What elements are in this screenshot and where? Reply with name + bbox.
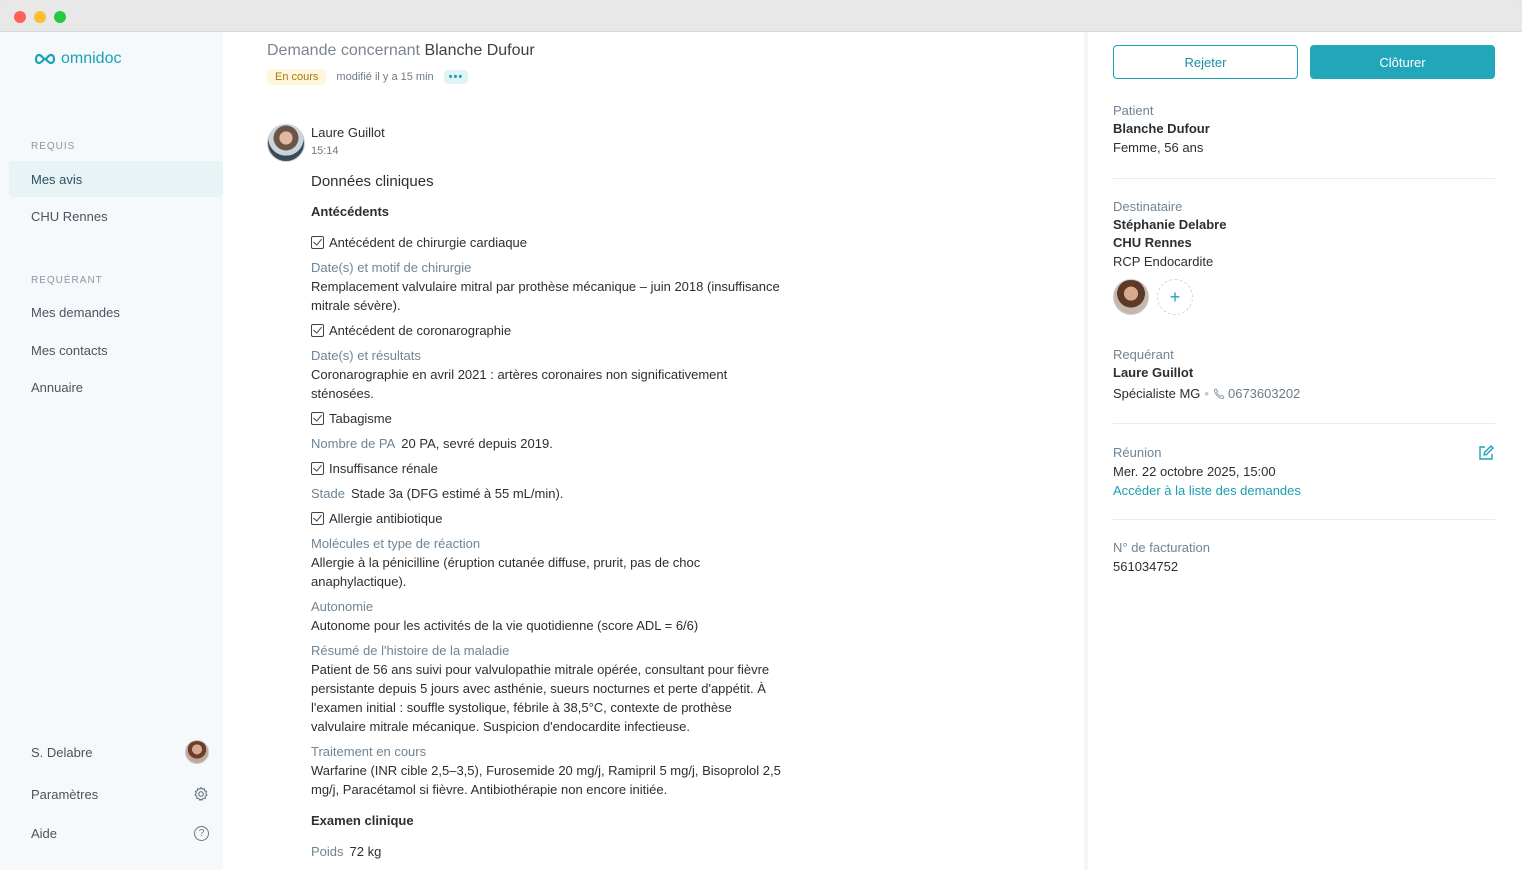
patient-details: Femme, 56 ans [1113, 140, 1204, 155]
status-badge: En cours [267, 69, 326, 85]
minimize-window-button[interactable] [34, 11, 46, 23]
billing-number: 561034752 [1113, 559, 1179, 574]
section-heading: Données cliniques [311, 173, 434, 190]
field-value: Remplacement valvulaire mitral par prothèse mécanique – juin 2018 (insuffisance mitrale sévère). [311, 279, 780, 313]
checkbox-label: Allergie antibiotique [329, 511, 443, 526]
user-avatar [185, 740, 209, 764]
meeting-label: Réunion [1113, 445, 1162, 460]
sidebar-item-chu-rennes[interactable] [9, 198, 223, 234]
checkbox-coronarographie [311, 321, 781, 340]
requester-name: Laure Guillot [1113, 365, 1194, 380]
field-value: 20 PA, sevré depuis 2019. [401, 436, 553, 451]
field-value: Patient de 56 ans suivi pour valvulopathie mitrale opérée, consultant pour fièvre persistante depuis 5 jours avec asthénie, sueurs nocturnes et perte d'appétit. À l'examen initial : souffle systolique, fébrile à 38,5°C, contexte de prothèse valvulaire mitrale mécanique. Suspicion d'endocardite infectieuse. [311, 662, 770, 734]
user-name: S. Delabre [31, 744, 93, 760]
checkbox-label: Insuffisance rénale [329, 461, 438, 476]
edit-icon[interactable] [1477, 444, 1495, 462]
sidebar-item-mes-demandes[interactable] [9, 294, 223, 330]
checkbox-checked-icon [311, 236, 324, 249]
field-molecules [311, 534, 781, 591]
checkbox-checked-icon [311, 462, 324, 475]
close-request-button[interactable]: Clôturer [1310, 45, 1495, 79]
checkbox-checked-icon [311, 324, 324, 337]
field-value: Autonome pour les activités de la vie quotidienne (score ADL = 6/6) [311, 618, 699, 633]
field-label: Poids [311, 844, 344, 859]
patient-label: Patient [1113, 103, 1154, 118]
sidebar [0, 32, 223, 870]
details-panel [1088, 32, 1522, 870]
field-value: Allergie à la pénicilline (éruption cutanée diffuse, prurit, pas de choc anaphylactique). [311, 555, 701, 589]
patient-info [1113, 101, 1495, 157]
field-value: Coronarographie en avril 2021 : artères coronaires non significativement sténosées. [311, 367, 728, 401]
gear-icon [193, 786, 209, 802]
sidebar-item-label: Mes demandes [31, 304, 120, 320]
sidebar-item-label: Annuaire [31, 379, 84, 395]
title-patient-name: Blanche Dufour [424, 42, 535, 59]
meeting-info [1113, 443, 1495, 500]
meeting-list-link[interactable]: Accéder à la liste des demandes [1113, 483, 1301, 498]
billing-info [1113, 538, 1495, 576]
clinical-data [311, 172, 781, 867]
checkbox-label: Tabagisme [329, 411, 392, 426]
field-label: Traitement en cours [311, 744, 427, 759]
meeting-date: Mer. 22 octobre 2025, 15:00 [1113, 464, 1276, 479]
sidebar-item-annuaire[interactable] [9, 369, 223, 405]
modified-time: modifié il y a 15 min [336, 71, 434, 83]
field-coronarographie [311, 346, 781, 403]
field-label: Nombre de PA [311, 436, 396, 451]
field-label: Résumé de l'histoire de la maladie [311, 643, 510, 658]
sidebar-item-mes-contacts[interactable] [9, 332, 223, 368]
field-label: Stade [311, 486, 345, 501]
title-bar [0, 0, 1522, 32]
field-traitement [311, 742, 781, 799]
main-content [223, 32, 1084, 870]
app-name: omnidoc [61, 50, 122, 67]
sidebar-item-aide[interactable] [31, 826, 209, 841]
field-label: Molécules et type de réaction [311, 536, 481, 551]
checkbox-label: Antécédent de coronarographie [329, 323, 512, 338]
recipient-name: Stéphanie Delabre [1113, 217, 1227, 232]
patient-name: Blanche Dufour [1113, 121, 1210, 136]
settings-label: Paramètres [31, 786, 99, 802]
requester-details [1113, 384, 1495, 403]
close-window-button[interactable] [14, 11, 26, 23]
field-poids [311, 842, 781, 861]
add-recipient-button[interactable]: + [1157, 279, 1193, 315]
field-histoire-maladie [311, 641, 781, 736]
field-nombre-pa [311, 434, 781, 453]
examen-heading: Examen clinique [311, 813, 414, 828]
checkbox-checked-icon [311, 412, 324, 425]
sidebar-item-label: Mes contacts [31, 342, 108, 358]
recipient-label: Destinataire [1113, 199, 1183, 214]
message-author [267, 124, 385, 162]
page-title [267, 42, 535, 60]
author-name: Laure Guillot [311, 125, 385, 140]
help-label: Aide [31, 826, 58, 841]
infinity-logo-icon [33, 53, 57, 65]
checkbox-label: Antécédent de chirurgie cardiaque [329, 235, 528, 250]
field-label: Date(s) et motif de chirurgie [311, 260, 472, 275]
checkbox-allergie [311, 509, 781, 528]
field-autonomie [311, 597, 781, 635]
sidebar-user[interactable] [31, 740, 209, 764]
field-chirurgie [311, 258, 781, 315]
field-label: Date(s) et résultats [311, 348, 421, 363]
checkbox-checked-icon [311, 512, 324, 525]
divider [1113, 178, 1495, 179]
separator-dot: • [1204, 386, 1209, 401]
requester-role: Spécialiste MG [1113, 386, 1201, 401]
billing-label: N° de facturation [1113, 540, 1210, 555]
recipient-avatar[interactable] [1113, 279, 1149, 315]
recipient-info [1113, 197, 1495, 320]
field-label: Autonomie [311, 599, 374, 614]
recipient-service: RCP Endocardite [1113, 254, 1214, 269]
phone-icon [1213, 388, 1225, 400]
sidebar-item-parametres[interactable] [31, 786, 209, 802]
field-value: Warfarine (INR cible 2,5–3,5), Furosemide 20 mg/j, Ramipril 5 mg/j, Bisoprolol 2,5 mg/j, Paracétamol si fièvre. Antibiothérapie non encore initiée. [311, 763, 781, 797]
divider [1113, 519, 1495, 520]
recipient-org: CHU Rennes [1113, 235, 1192, 250]
field-stade [311, 484, 781, 503]
checkbox-tabagisme [311, 409, 781, 428]
checkbox-insuffisance-renale [311, 459, 781, 478]
checkbox-chirurgie [311, 233, 781, 252]
section-label-requis: REQUIS [31, 141, 76, 152]
requester-label: Requérant [1113, 347, 1174, 362]
app-logo[interactable] [33, 50, 121, 68]
requester-phone[interactable]: 0673603202 [1227, 386, 1301, 401]
sidebar-item-label: CHU Rennes [31, 208, 108, 224]
requester-info [1113, 345, 1495, 403]
recipient-avatars [1113, 279, 1495, 320]
section-label-requerant: REQUÉRANT [31, 275, 103, 286]
sidebar-item-label: Mes avis [31, 171, 83, 187]
message-time: 15:14 [311, 145, 339, 157]
antecedents-heading: Antécédents [311, 204, 390, 219]
sidebar-item-mes-avis[interactable] [9, 161, 223, 197]
status-row [267, 69, 468, 85]
field-value: 72 kg [349, 844, 382, 859]
title-prefix: Demande concernant [267, 42, 420, 59]
reject-button[interactable]: Rejeter [1113, 45, 1298, 79]
divider [1113, 423, 1495, 424]
maximize-window-button[interactable] [54, 11, 66, 23]
help-icon: ? [194, 826, 209, 841]
author-avatar [267, 124, 305, 162]
more-options-button[interactable]: ••• [444, 70, 469, 84]
field-value: Stade 3a (DFG estimé à 55 mL/min). [350, 486, 564, 501]
